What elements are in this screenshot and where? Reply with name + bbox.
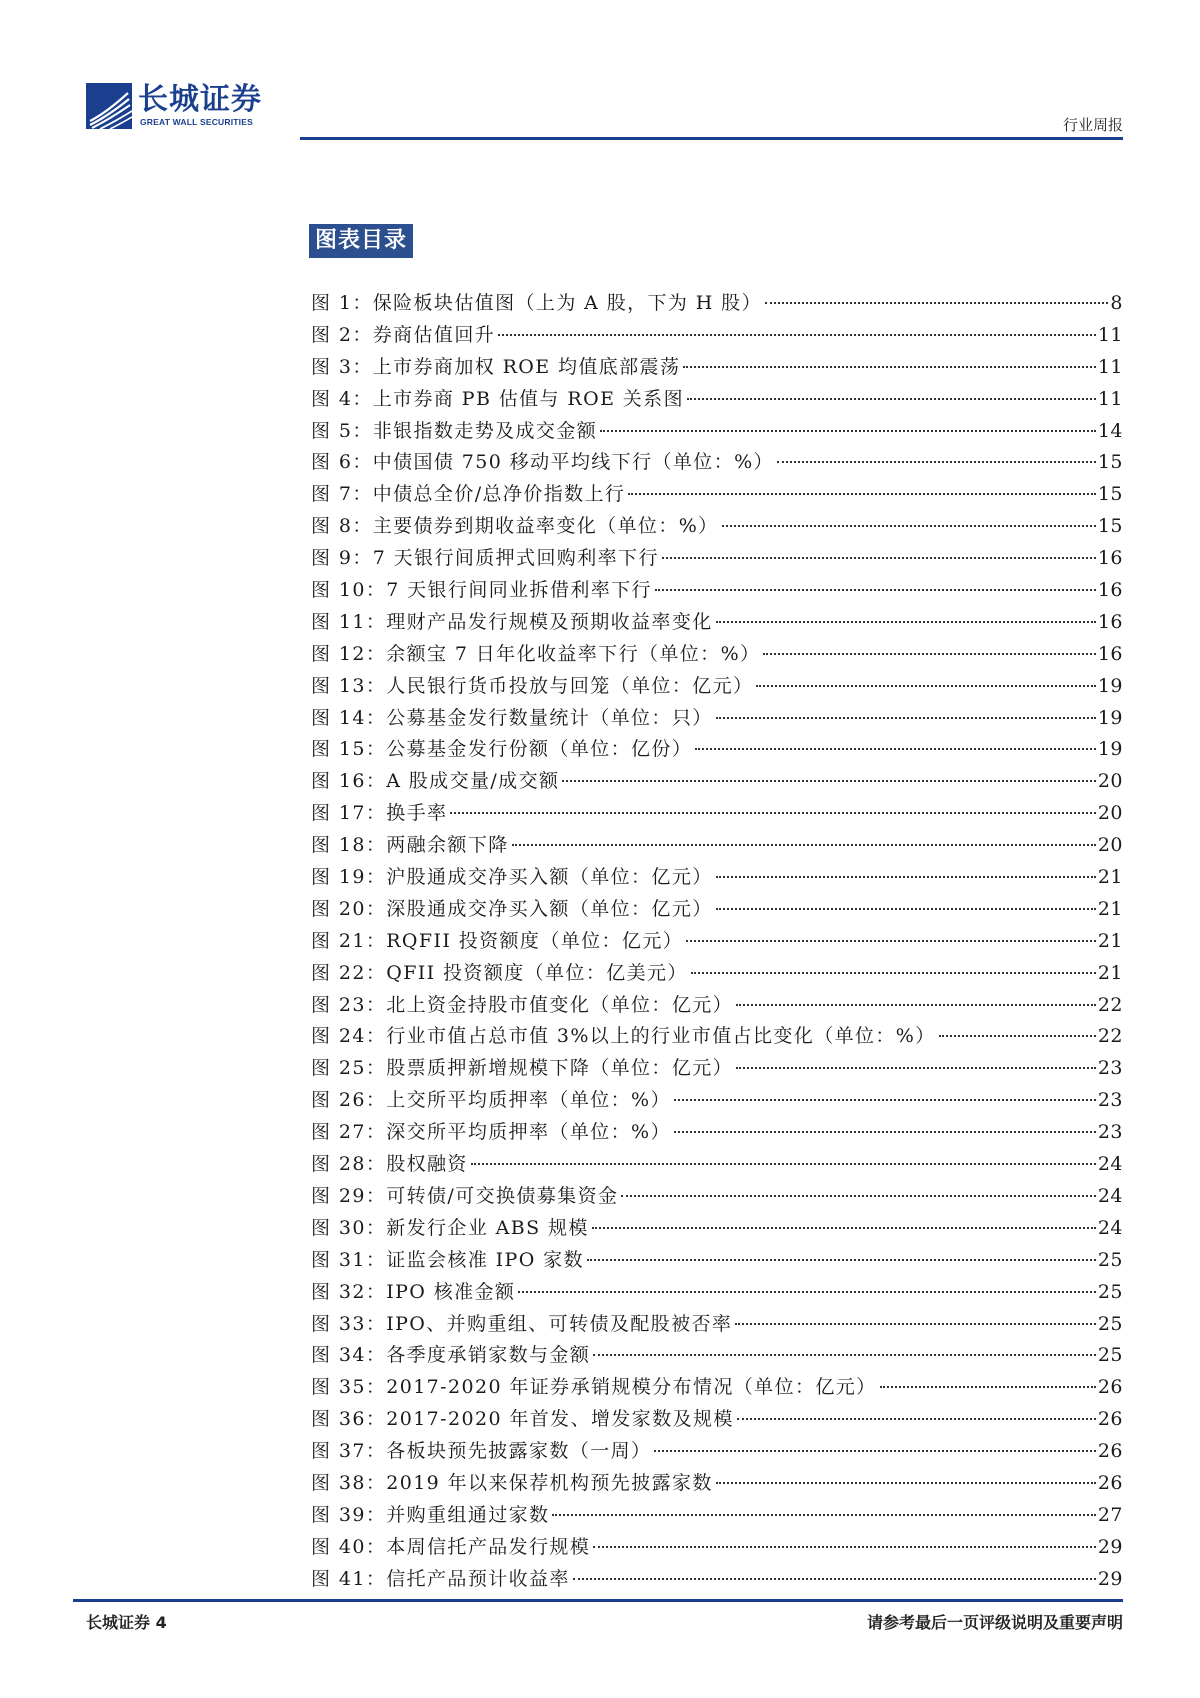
- toc-entry-page: 16: [1097, 610, 1123, 633]
- toc-dot-leader: [736, 1004, 1096, 1006]
- toc-entry[interactable]: [311, 1532, 1123, 1564]
- toc-entry[interactable]: [311, 352, 1123, 384]
- toc-entry[interactable]: [311, 479, 1123, 511]
- toc-dot-leader: [765, 302, 1108, 304]
- toc-entry[interactable]: [311, 639, 1123, 671]
- toc-entry-page: 25: [1097, 1280, 1123, 1303]
- toc-entry-page: 19: [1097, 738, 1123, 761]
- toc-entry-page: 14: [1097, 419, 1123, 442]
- toc-entry-label: 图 41：信托产品预计收益率: [311, 1567, 570, 1590]
- toc-entry-label: 图 27：深交所平均质押率（单位：%）: [311, 1121, 671, 1144]
- toc-entry[interactable]: [311, 862, 1123, 894]
- header-divider: [300, 137, 1123, 140]
- toc-entry-label: 图 36：2017-2020 年首发、增发家数及规模: [311, 1408, 734, 1431]
- toc-dot-leader: [674, 1099, 1096, 1101]
- toc-entry[interactable]: [311, 766, 1123, 798]
- toc-entry-label: 图 17：换手率: [311, 802, 448, 825]
- table-of-figures: [311, 288, 1123, 1596]
- footer-company-page: 长城证券 4: [86, 1613, 167, 1632]
- toc-entry[interactable]: [311, 416, 1123, 448]
- toc-entry[interactable]: [311, 703, 1123, 735]
- toc-entry-page: 26: [1097, 1376, 1123, 1399]
- toc-entry-label: 图 23：北上资金持股市值变化（单位：亿元）: [311, 993, 734, 1016]
- toc-entry-page: 19: [1097, 706, 1123, 729]
- company-logo: [86, 83, 286, 133]
- toc-entry-page: 29: [1097, 1567, 1123, 1590]
- toc-entry[interactable]: [311, 1277, 1123, 1309]
- toc-entry-page: 11: [1097, 387, 1123, 410]
- toc-entry[interactable]: [311, 1340, 1123, 1372]
- toc-entry[interactable]: [311, 1021, 1123, 1053]
- toc-entry-page: 16: [1097, 642, 1123, 665]
- toc-dot-leader: [716, 908, 1096, 910]
- toc-entry[interactable]: [311, 1053, 1123, 1085]
- toc-entry-label: 图 9：7 天银行间质押式回购利率下行: [311, 547, 659, 570]
- report-type-label: 行业周报: [1062, 116, 1123, 134]
- toc-entry-page: 8: [1110, 292, 1123, 314]
- toc-entry-label: 图 13：人民银行货币投放与回笼（单位：亿元）: [311, 674, 754, 697]
- toc-entry-page: 20: [1097, 802, 1123, 825]
- toc-dot-leader: [655, 589, 1096, 591]
- footer-disclaimer: 请参考最后一页评级说明及重要声明: [866, 1613, 1123, 1632]
- toc-entry-label: 图 20：深股通成交净买入额（单位：亿元）: [311, 897, 713, 920]
- toc-dot-leader: [737, 1418, 1096, 1420]
- toc-dot-leader: [695, 748, 1096, 750]
- toc-entry-page: 15: [1097, 451, 1123, 474]
- toc-dot-leader: [735, 1323, 1096, 1325]
- toc-entry-page: 16: [1097, 547, 1123, 570]
- toc-entry-page: 25: [1097, 1248, 1123, 1271]
- toc-dot-leader: [691, 972, 1096, 974]
- toc-entry-label: 图 18：两融余额下降: [311, 834, 509, 857]
- toc-entry-page: 19: [1097, 674, 1123, 697]
- toc-entry[interactable]: [311, 1564, 1123, 1596]
- toc-entry[interactable]: [311, 320, 1123, 352]
- toc-entry[interactable]: [311, 1436, 1123, 1468]
- toc-entry-label: 图 12：余额宝 7 日年化收益率下行（单位：%）: [311, 642, 761, 665]
- toc-dot-leader: [573, 1578, 1096, 1580]
- toc-entry-label: 图 31：证监会核准 IPO 家数: [311, 1248, 584, 1271]
- toc-entry-label: 图 21：RQFII 投资额度（单位：亿元）: [311, 929, 684, 952]
- toc-entry[interactable]: [311, 958, 1123, 990]
- toc-entry-label: 图 29：可转债/可交换债募集资金: [311, 1184, 619, 1207]
- toc-entry[interactable]: [311, 1468, 1123, 1500]
- toc-entry[interactable]: [311, 1085, 1123, 1117]
- toc-dot-leader: [716, 1482, 1096, 1484]
- toc-entry-page: 22: [1097, 1025, 1123, 1048]
- toc-entry[interactable]: [311, 447, 1123, 479]
- toc-entry-page: 20: [1097, 834, 1123, 857]
- toc-entry[interactable]: [311, 1245, 1123, 1277]
- toc-entry[interactable]: [311, 830, 1123, 862]
- toc-entry-page: 26: [1097, 1471, 1123, 1494]
- toc-dot-leader: [683, 366, 1095, 368]
- toc-entry-page: 29: [1097, 1535, 1123, 1558]
- toc-dot-leader: [593, 1546, 1096, 1548]
- toc-entry[interactable]: [311, 990, 1123, 1022]
- toc-entry[interactable]: [311, 734, 1123, 766]
- toc-entry-page: 24: [1097, 1153, 1123, 1176]
- toc-dot-leader: [687, 398, 1096, 400]
- toc-entry-label: 图 14：公募基金发行数量统计（单位：只）: [311, 706, 713, 729]
- toc-dot-leader: [777, 461, 1096, 463]
- toc-entry-label: 图 16：A 股成交量/成交额: [311, 770, 560, 793]
- toc-entry-label: 图 32：IPO 核准金额: [311, 1280, 516, 1303]
- toc-entry-page: 15: [1097, 483, 1123, 506]
- toc-entry-label: 图 7：中债总全价/总净价指数上行: [311, 483, 626, 506]
- toc-entry-label: 图 34：各季度承销家数与金额: [311, 1344, 591, 1367]
- toc-entry[interactable]: [311, 1181, 1123, 1213]
- toc-entry-page: 23: [1097, 1121, 1123, 1144]
- toc-dot-leader: [763, 653, 1095, 655]
- toc-entry-page: 11: [1097, 323, 1123, 346]
- toc-dot-leader: [686, 940, 1096, 942]
- toc-dot-leader: [662, 557, 1096, 559]
- toc-dot-leader: [722, 525, 1096, 527]
- toc-entry[interactable]: [311, 543, 1123, 575]
- page-header: [0, 0, 1200, 150]
- toc-dot-leader: [512, 844, 1096, 846]
- logo-chinese-name: 长城证券: [138, 82, 262, 117]
- toc-dot-leader: [716, 621, 1096, 623]
- toc-dot-leader: [498, 334, 1096, 336]
- toc-entry-label: 图 37：各板块预先披露家数（一周）: [311, 1440, 652, 1463]
- toc-entry-label: 图 19：沪股通成交净买入额（单位：亿元）: [311, 866, 713, 889]
- toc-entry-page: 22: [1097, 993, 1123, 1016]
- toc-dot-leader: [600, 430, 1096, 432]
- toc-dot-leader: [552, 1514, 1095, 1516]
- toc-entry-label: 图 3：上市券商加权 ROE 均值底部震荡: [311, 355, 681, 378]
- toc-entry[interactable]: [311, 1404, 1123, 1436]
- toc-entry-page: 26: [1097, 1440, 1123, 1463]
- toc-entry[interactable]: [311, 511, 1123, 543]
- toc-entry-page: 15: [1097, 515, 1123, 538]
- toc-dot-leader: [716, 717, 1096, 719]
- toc-entry[interactable]: [311, 671, 1123, 703]
- toc-entry-label: 图 4：上市券商 PB 估值与 ROE 关系图: [311, 387, 684, 410]
- toc-entry-page: 24: [1097, 1184, 1123, 1207]
- toc-entry-page: 24: [1097, 1216, 1123, 1239]
- toc-entry-label: 图 25：股票质押新增规模下降（单位：亿元）: [311, 1057, 734, 1080]
- footer-divider: [73, 1599, 1123, 1602]
- toc-entry[interactable]: [311, 1117, 1123, 1149]
- toc-dot-leader: [621, 1195, 1095, 1197]
- toc-dot-leader: [587, 1259, 1096, 1261]
- toc-entry[interactable]: [311, 798, 1123, 830]
- toc-entry[interactable]: [311, 1372, 1123, 1404]
- toc-entry-page: 21: [1097, 929, 1123, 952]
- toc-entry-label: 图 5：非银指数走势及成交金额: [311, 419, 598, 442]
- toc-entry[interactable]: [311, 926, 1123, 958]
- toc-dot-leader: [593, 1354, 1096, 1356]
- toc-dot-leader: [716, 876, 1096, 878]
- toc-entry[interactable]: [311, 575, 1123, 607]
- toc-entry-label: 图 40：本周信托产品发行规模: [311, 1535, 591, 1558]
- toc-dot-leader: [939, 1035, 1096, 1037]
- toc-dot-leader: [880, 1386, 1096, 1388]
- toc-entry-page: 11: [1097, 355, 1123, 378]
- toc-entry-page: 23: [1097, 1057, 1123, 1080]
- toc-entry[interactable]: [311, 1500, 1123, 1532]
- toc-entry-label: 图 38：2019 年以来保荐机构预先披露家数: [311, 1471, 713, 1494]
- toc-entry[interactable]: [311, 1309, 1123, 1341]
- toc-entry-label: 图 15：公募基金发行份额（单位：亿份）: [311, 738, 693, 761]
- toc-dot-leader: [450, 812, 1095, 814]
- toc-dot-leader: [674, 1131, 1096, 1133]
- toc-entry-label: 图 10：7 天银行间同业拆借利率下行: [311, 579, 652, 602]
- toc-entry-label: 图 35：2017-2020 年证券承销规模分布情况（单位：亿元）: [311, 1376, 877, 1399]
- toc-entry[interactable]: [311, 1149, 1123, 1181]
- toc-entry-page: 27: [1097, 1503, 1123, 1526]
- toc-entry-page: 25: [1097, 1312, 1123, 1335]
- toc-dot-leader: [628, 493, 1095, 495]
- toc-entry-label: 图 1：保险板块估值图（上为 A 股，下为 H 股）: [311, 292, 762, 314]
- toc-dot-leader: [654, 1450, 1095, 1452]
- toc-entry-page: 21: [1097, 866, 1123, 889]
- toc-dot-leader: [736, 1067, 1096, 1069]
- toc-entry-label: 图 11：理财产品发行规模及预期收益率变化: [311, 610, 713, 633]
- toc-entry-page: 26: [1097, 1408, 1123, 1431]
- toc-entry-page: 21: [1097, 897, 1123, 920]
- toc-entry-label: 图 28：股权融资: [311, 1153, 468, 1176]
- toc-entry-page: 23: [1097, 1089, 1123, 1112]
- toc-entry[interactable]: [311, 384, 1123, 416]
- toc-entry-page: 25: [1097, 1344, 1123, 1367]
- section-title: 图表目录: [309, 224, 413, 258]
- toc-entry-page: 21: [1097, 961, 1123, 984]
- toc-dot-leader: [756, 685, 1095, 687]
- toc-dot-leader: [562, 780, 1095, 782]
- toc-entry-label: 图 30：新发行企业 ABS 规模: [311, 1216, 589, 1239]
- toc-entry-label: 图 33：IPO、并购重组、可转债及配股被否率: [311, 1312, 733, 1335]
- toc-entry[interactable]: [311, 288, 1123, 320]
- toc-entry[interactable]: [311, 894, 1123, 926]
- toc-entry[interactable]: [311, 1213, 1123, 1245]
- toc-entry-label: 图 39：并购重组通过家数: [311, 1503, 550, 1526]
- toc-dot-leader: [592, 1227, 1096, 1229]
- logo-english-name: GREAT WALL SECURITIES: [140, 117, 253, 127]
- toc-entry-page: 16: [1097, 579, 1123, 602]
- toc-dot-leader: [471, 1163, 1096, 1165]
- toc-entry-label: 图 8：主要债券到期收益率变化（单位：%）: [311, 515, 719, 538]
- toc-entry-label: 图 24：行业市值占总市值 3%以上的行业市值占比变化（单位：%）: [311, 1025, 936, 1048]
- toc-entry-label: 图 22：QFII 投资额度（单位：亿美元）: [311, 961, 688, 984]
- toc-entry-label: 图 2：券商估值回升: [311, 323, 496, 346]
- toc-entry-label: 图 6：中债国债 750 移动平均线下行（单位：%）: [311, 451, 774, 474]
- toc-entry-label: 图 26：上交所平均质押率（单位：%）: [311, 1089, 671, 1112]
- toc-entry-page: 20: [1097, 770, 1123, 793]
- great-wall-logo-icon: [86, 83, 132, 129]
- toc-entry[interactable]: [311, 607, 1123, 639]
- toc-dot-leader: [518, 1291, 1095, 1293]
